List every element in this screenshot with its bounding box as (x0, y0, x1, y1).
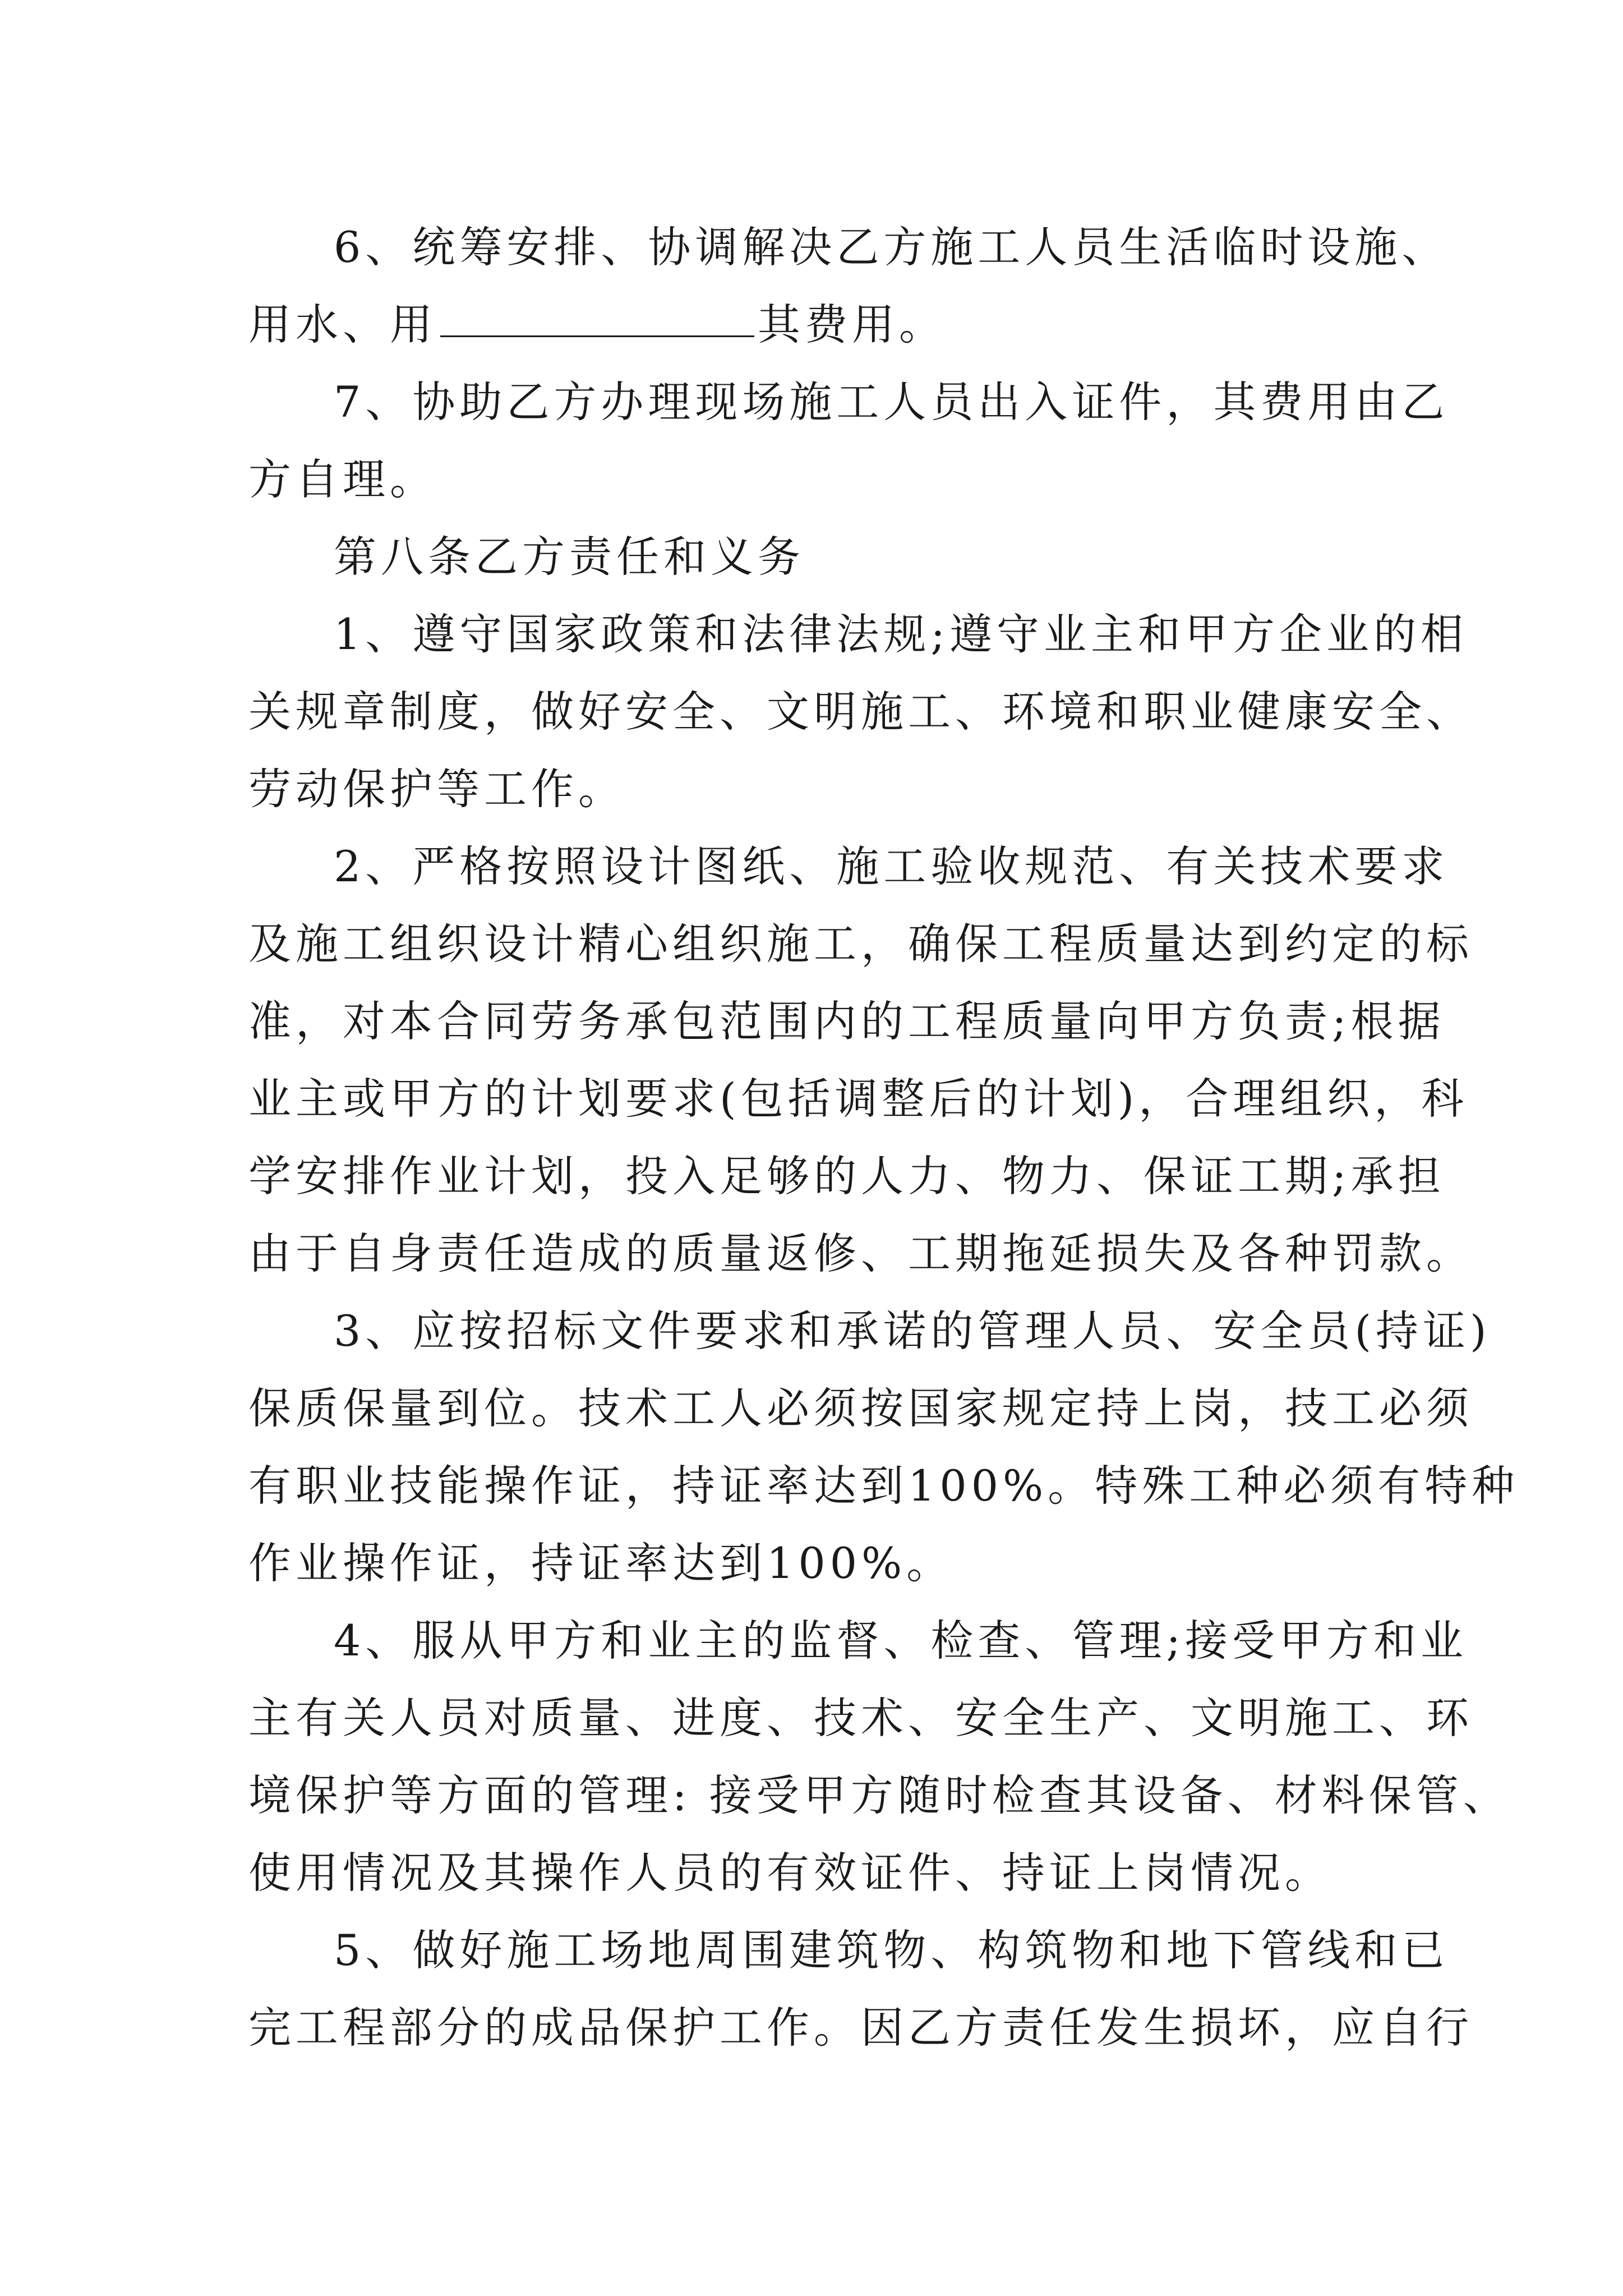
paragraph-line: 方自理。 (248, 454, 437, 504)
paragraph-line: 4、服从甲方和业主的监督、检查、管理;接受甲方和业 (334, 1616, 1468, 1665)
paragraph-line: 学安排作业计划，投入足够的人力、物力、保证工期;承担 (248, 1151, 1445, 1201)
paragraph-line-with-blank (248, 286, 1398, 364)
paragraph-line: 业主或甲方的计划要求(包括调整后的计划)，合理组织，科 (248, 1074, 1469, 1124)
paragraph-line: 准，对本合同劳务承包范围内的工程质量向甲方负责;根据 (248, 996, 1445, 1046)
paragraph-line: 由于自身责任造成的质量返修、工期拖延损失及各种罚款。 (248, 1228, 1473, 1278)
document-body (248, 209, 1519, 2067)
paragraph-line: 境保护等方面的管理: 接受甲方随时检查其设备、材料保管、 (248, 1770, 1510, 1820)
paragraph-line: 使用情况及其操作人员的有效证件、持证上岗情况。 (248, 1848, 1332, 1898)
fill-in-blank (440, 333, 754, 337)
paragraph-line: 完工程部分的成品保护工作。因乙方责任发生损坏，应自行 (248, 2003, 1473, 2053)
text-segment: 其费用。 (758, 300, 946, 349)
paragraph-line: 劳动保护等工作。 (248, 764, 625, 814)
paragraph-line: 作业操作证，持证率达到100%。 (248, 1538, 954, 1588)
paragraph-line: 5、做好施工场地周围建筑物、构筑物和地下管线和已 (334, 1925, 1449, 1975)
paragraph-line: 主有关人员对质量、进度、技术、安全生产、文明施工、环 (248, 1693, 1473, 1743)
text-segment: 用水、用 (248, 300, 437, 349)
paragraph-line: 6、统筹安排、协调解决乙方施工人员生活临时设施、 (334, 222, 1449, 272)
paragraph-line: 2、严格按照设计图纸、施工验收规范、有关技术要求 (334, 841, 1449, 891)
paragraph-line: 及施工组织设计精心组织施工，确保工程质量达到约定的标 (248, 919, 1473, 969)
paragraph-line: 1、遵守国家政策和法律法规;遵守业主和甲方企业的相 (334, 609, 1468, 659)
paragraph-line: 7、协助乙方办理现场施工人员出入证件，其费用由乙 (334, 377, 1449, 427)
paragraph-line: 3、应按招标文件要求和承诺的管理人员、安全员(持证) (334, 1306, 1491, 1356)
section-heading: 第八条乙方责任和义务 (334, 532, 805, 582)
paragraph-line: 有职业技能操作证，持证率达到100%。特殊工种必须有特种 (248, 1461, 1519, 1511)
paragraph-line: 保质保量到位。技术工人必须按国家规定持上岗，技工必须 (248, 1383, 1473, 1433)
paragraph-line: 关规章制度，做好安全、文明施工、环境和职业健康安全、 (248, 687, 1473, 737)
